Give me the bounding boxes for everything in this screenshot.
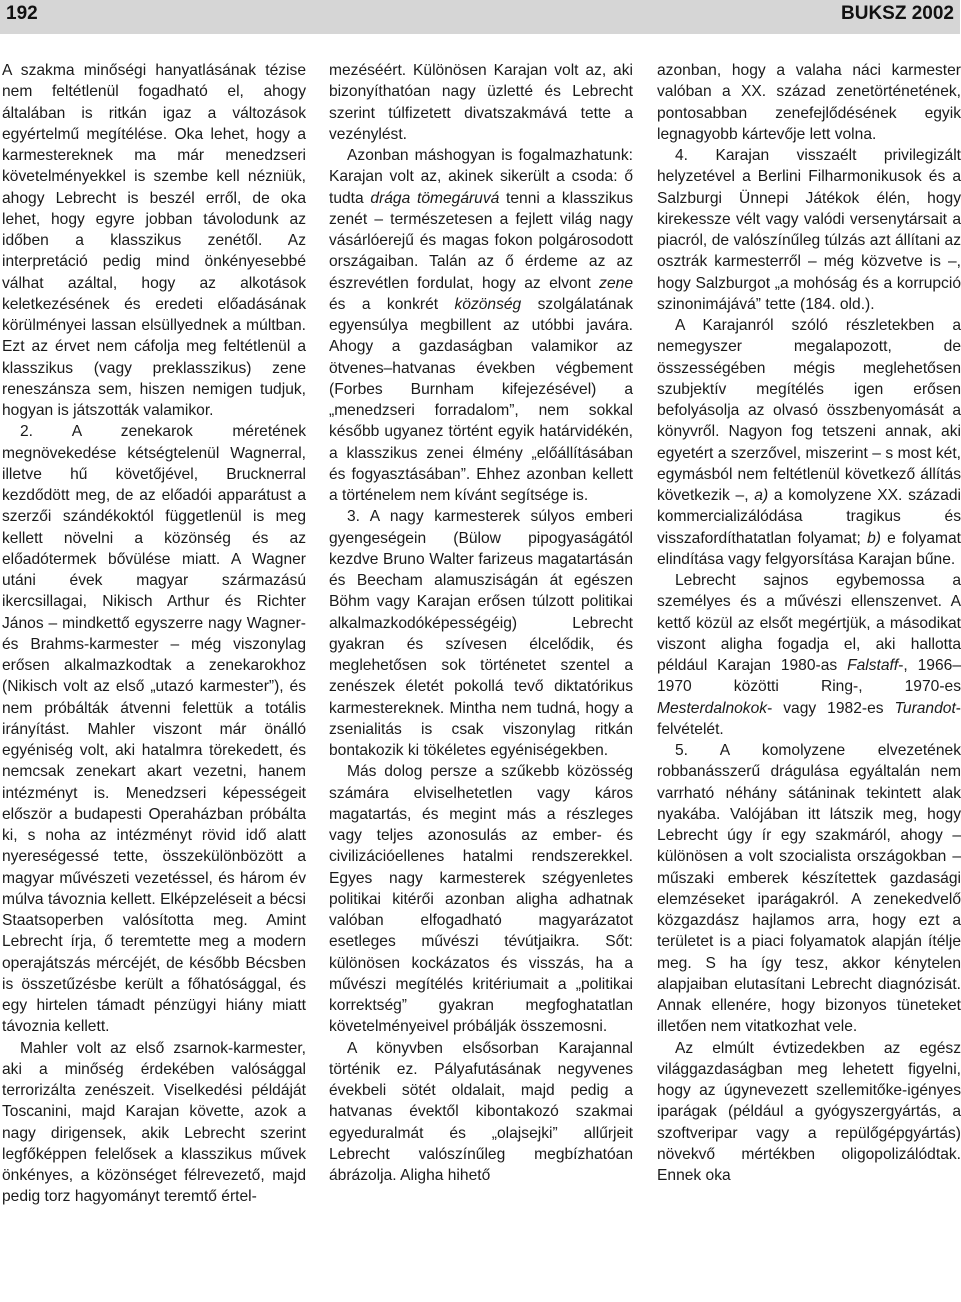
italic-text: Falstaff	[847, 657, 899, 674]
paragraph	[329, 1038, 633, 1187]
italic-text: drága tömegáruvá	[370, 189, 500, 207]
text-run: 2. A zenekarok méretének megnövekedése kétségtelenül Wagnerral, illetve hű követőjével, Brucknerral kezdődött meg, de az előadói apparátust a szerzői szándékoktól függetlenül is meg kellett növelni a közönség és az előadótermek bővülése miatt. A Wagner utáni évek magyar származású ikercsillagai, Nikisch Arthur és Richter János – mindkettő egyszerre nagy Wagner- és Brahms-karmester – még viszonylag erősen alkalmazkodtak a zenekarokhoz (Nikisch volt az első „utazó karmester”), és nem próbálták átvenni felettük a totális irányítást. Mahler viszont már önálló egyéniség volt, aki hatalmra törekedett, és nemcsak zenekart akart vezetni, hanem intézményt is. Menedzseri képességeit először a budapesti Operaházban próbálta ki, s noha az intézményt rövid idő alatt nyereségessé tette, összekülönbözött a magyar művészeti vezetéssel, és három év múlva távoznia kellett. Elképzeléseit a bécsi Staatsoperben valósította meg. Amint Lebrecht írja, ő teremtette meg a modern operajátszás mércéjét, de később Bécsben is összetűzésbe került a főhatósággal, és egy hirtelen támadt pénzügyi hiány miatt távoznia kellett.	[2, 423, 306, 1036]
italic-text: zene	[599, 274, 633, 292]
italic-text: a)	[754, 487, 769, 504]
paragraph	[657, 145, 961, 315]
text-run: Más dolog persze a szűkebb közösség számára elviselhetetlen vagy káros magatartás, és megint más a részleges vagy teljes azonosulás az ember- és civilizációellenes hatalmi rendszerekkel. Egyes nagy karmesterek szégyenletes politikai kitérői azonban aligha adhatnak valóban elfogadható magyarázatot esetleges művészi tévútjaikra. Sőt: különösen kockázatos és visszás, ha a művészi megítélés kritériumait a „politikai korrektség” gyakran megfoghatatlan követelményeivel próbálják összemosni.	[329, 763, 633, 1036]
paragraph	[329, 506, 633, 761]
page-number: 192	[6, 3, 38, 24]
text-run: 4. Karajan visszaélt privilegizált helyzetével a Berlini Filharmonikusok és a Salzburgi Ünnepi Játékok élén, hogy kirekessze vélt vagy valódi versenytársait a piacról, de valószínűleg túlzás azt állítani az osztrák karmesterről – még közvetve is –, hogy Salzburgot „a mohóság és a korrupció szinonimájává” tette (184. old.).	[657, 147, 961, 313]
text-run: szolgálatának egyensúlya megbillent az utóbbi javára. Ahogy a gazdaságban valamikor az ötvenes–hatvanas években végbement (Forbes Burnham kifejezésével) a „menedzseri forradalom”, nem sokkal később ugyanez történt egyik határvidékén, a klasszikus zenei élmény „előállításában és fogyasztásában”. Ehhez azonban kellett a történelem nem kívánt segítsége is.	[329, 295, 633, 504]
text-run: 5. A komolyzene elvezetének robbanásszerű drágulása egyáltalán nem varrható néhány sátáninak tekintett alak nyakába. Valójában itt látszik meg, hogy Lebrecht úgy ír egy szakmáról, ahogy – különösen a volt szocialista országokban – műszaki emberek készítettek gazdasági elemzéseket iparágakról. A zenekedvelő közgazdász hajlamos arra, hogy ezt a területet is a piaci folyamatok alapján ítélje meg. S ha így tesz, akkor kénytelen alapjaiban elutasítani Lebrecht diagnózisát. Annak ellenére, hogy bizonyos tüneteket illetően nem vitatkozhat vele.	[657, 742, 961, 1036]
text-run: azonban, hogy a valaha náci karmester valóban a XX. század zenetörténetének, pontosabban zenefejlődésének egyik legnagyobb kártevője lett volna.	[657, 62, 961, 143]
text-run: -, 1966–1970 közötti Ring-, 1970-es	[657, 657, 961, 696]
paragraph	[657, 570, 961, 740]
text-column-2	[329, 60, 633, 1186]
text-run: Azonban máshogyan is fogalmazhatunk: Karajan volt az, akinek sikerült a csoda: ő tudta	[329, 147, 633, 207]
text-run: tenni a klasszikus zenét – természetesen a fejlett világ nagy vásárlóerejű és magas fokon polgárosodott országaiban. Talán az ő érdeme az az észrevétlen fordulat, hogy az elvont	[329, 189, 633, 292]
text-run: és a konkrét	[329, 295, 455, 313]
paragraph	[657, 315, 961, 570]
italic-text: Turandot	[894, 699, 956, 717]
text-run: 3. A nagy karmesterek súlyos emberi gyengeségein (Bülow pipogyaságától kezdve Bruno Walter farizeus magatartásán és Beecham alamusziságán át egészen Böhm vagy Karajan erősen túlzott politikai alkalmazkodóképességéig) Lebrecht gyakran és szívesen élcelődik, és meglehetősen sok történetet szentel a zenészek életét pokollá tevő diktatórikus karmestereknek. Mintha nem tudná, hogy a zsenialitás is csak viszonylag ritkán bontakozik ki tökéletes egyéniségekben.	[329, 508, 633, 759]
paragraph	[2, 60, 306, 421]
text-run: -felvételét.	[657, 699, 961, 738]
text-run: Az elmúlt évtizedekben az egész világgazdaságban meg lehetett figyelni, hogy az úgynevezett szellemitőke-igényes iparágak (például a gyógyszergyártás, a szoftveripar vagy a repülőgépgyártás) növekvő mértékben oligopolizálódtak. Ennek oka	[657, 1039, 961, 1184]
text-column-1	[2, 60, 306, 1208]
italic-text: Mesterdalnokok	[657, 699, 768, 717]
paragraph	[329, 761, 633, 1037]
text-column-3	[657, 60, 961, 1186]
paragraph	[329, 145, 633, 506]
paragraph	[657, 1038, 961, 1187]
paragraph	[2, 421, 306, 1037]
text-run: mezéséért. Különösen Karajan volt az, aki bizonyíthatóan nagy üzletté és Lebrecht szerint túlfizetett divatszakmává tette a vezénylést.	[329, 62, 633, 143]
text-run: a komolyzene XX. századi kommercializálódása tragikus és visszafordíthatatlan folyamat;	[657, 487, 961, 547]
text-run: A Karajanról szóló részletekben a nemegyszer megalapozott, de összességében mégis meglehetősen szubjektív megítélés igen erősen befolyásolja az olvasó összbenyomását a könyvről. Nagyon fog tetszeni annak, aki egyetért a szerzővel, miszerint – s most két, egymásból nem feltétlenül következő állítás következik –,	[657, 317, 961, 504]
italic-text: közönség	[454, 295, 522, 313]
paragraph	[657, 60, 961, 145]
text-run: Lebrecht sajnos egybemossa a személyes és a művészi ellenszenvet. A kettő közül az elsőt megértjük, a másodikat viszont aligha fogadja el, aki hallotta például Karajan 1980-as	[657, 572, 961, 674]
text-run: A könyvben elsősorban Karajannal történik ez. Pályafutásának negyvenes évekbeli sötét oldalait, majd pedig a hatvanas évektől kibontakozó szakmai egyeduralmát és „olajsejki” allűrjeit Lebrecht valószínűleg megbízhatóan ábrázolja. Aligha hihető	[329, 1039, 633, 1184]
paragraph	[329, 60, 633, 145]
text-run: A szakma minőségi hanyatlásának tézise nem feltétlenül fogadható el, ahogy általában is ritkán igaz a változások egyértelmű megítélése. Oka lehet, hogy a karmestereknek ma már menedzseri követelményekkel is szembe kell nézniük, ahogy Lebrecht is beszél erről, de oka lehet, hogy egyre jobban távolodunk az időben a klasszikus zenétől. Az interpretáció pedig mind önkényesebbé válhat azáltal, hogy az alkotások keletkezésének és eredeti előadásának körülményei lassan elsüllyednek a múltban. Ezt az érvet nem cáfolja meg feltétlenül a klasszikus (vagy preklasszikus) zene reneszánsza sem, hiszen nemigen tudjuk, hogyan is játszották valamikor.	[2, 62, 306, 419]
italic-text: b)	[867, 529, 881, 547]
text-run: Mahler volt az első zsarnok-karmester, aki a minőség érdekében valósággal terrorizálta zenészeit. Viselkedési példáját Toscanini, majd Karajan követte, azok a nagy dirigensek, akik Lebrecht szerint legfőképpen felelősek a klasszikus művek önkényes, a közönséget félrevezető, majd pedig torz hagyományt teremtő értel-	[2, 1039, 306, 1206]
paragraph	[657, 740, 961, 1038]
paragraph	[2, 1038, 306, 1208]
page-header-bar	[0, 0, 960, 34]
text-run: - vagy 1982-es	[767, 699, 895, 717]
text-run: e folyamat elindítása vagy felgyorsítása Karajan bűne.	[657, 529, 961, 568]
journal-title: BUKSZ 2002	[841, 3, 954, 24]
